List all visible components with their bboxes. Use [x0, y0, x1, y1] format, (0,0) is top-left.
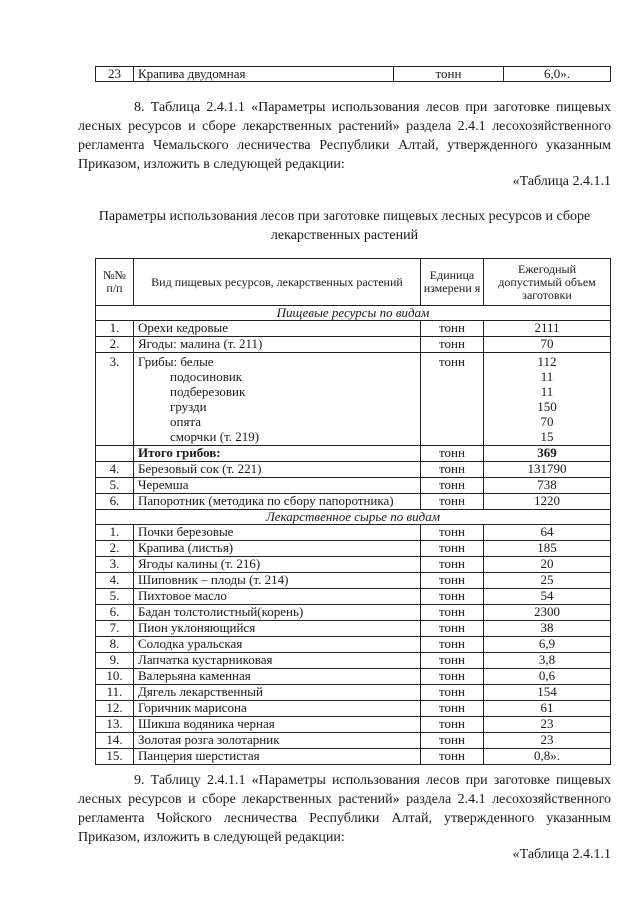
resource-name: Ягоды: малина (т. 211) [134, 337, 421, 353]
row-number: 9. [96, 653, 134, 669]
row-number: 2. [96, 541, 134, 557]
mushroom-value: 150 [537, 399, 557, 414]
resource-name: Папоротник (методика по сбору папоротника) [134, 494, 421, 510]
table-row [96, 494, 611, 510]
mushroom-value: 11 [540, 384, 554, 399]
resources-table [95, 258, 611, 765]
table-row [96, 605, 611, 621]
unit: тонн [421, 749, 484, 765]
resource-name: Крапива двудомная [134, 67, 394, 82]
value: 64 [484, 525, 611, 541]
row-number: 4. [96, 462, 134, 478]
table-row [96, 462, 611, 478]
paragraph-9 [78, 771, 611, 847]
value: 25 [484, 573, 611, 589]
resource-name: Ягоды калины (т. 216) [134, 557, 421, 573]
mushroom-values [484, 353, 611, 446]
row-number: 5. [96, 589, 134, 605]
value: 2300 [484, 605, 611, 621]
table-row [96, 733, 611, 749]
mushroom-value: 15 [540, 429, 554, 444]
value: 61 [484, 701, 611, 717]
row-number: 7. [96, 621, 134, 637]
table-tag: «Таблица 2.4.1.1 [512, 174, 611, 189]
resource-name: Дягель лекарственный [134, 685, 421, 701]
mushroom-name: опята [170, 414, 202, 429]
value: 54 [484, 589, 611, 605]
table-row [96, 337, 611, 353]
mushroom-names [134, 353, 421, 446]
table-row-total [96, 446, 611, 462]
section-med-title: Лекарственное сырье по видам [96, 510, 611, 525]
resource-name: Панцерия шерстистая [134, 749, 421, 765]
table-title: Параметры использования лесов при заготовке пищевых лесных ресурсов и сборе лекарственных растений [98, 209, 591, 243]
table-row [96, 717, 611, 733]
table-tag: «Таблица 2.4.1.1 [512, 847, 611, 862]
resource-name: Шиповник – плоды (т. 214) [134, 573, 421, 589]
table-row [96, 321, 611, 337]
unit: тонн [421, 685, 484, 701]
row-number: 8. [96, 637, 134, 653]
paragraph-text: 9. Таблицу 2.4.1.1 «Параметры использования лесов при заготовке пищевых лесных ресурсов и сборе лекарственных растений» раздела 2.4.1 лесохозяйственного регламента Чойского лесничества Республики Алтай, утвержденного указанным Приказом, изложить в следующей редакции: [78, 773, 611, 845]
previous-table-tail [95, 66, 611, 82]
mushroom-value: 112 [537, 354, 557, 369]
row-number: 12. [96, 701, 134, 717]
unit: тонн [421, 621, 484, 637]
resource-name: Бадан толстолистный(корень) [134, 605, 421, 621]
table-row [96, 67, 611, 82]
table-row [96, 685, 611, 701]
value: 0,6 [484, 669, 611, 685]
unit: тонн [421, 573, 484, 589]
header-name: Вид пищевых ресурсов, лекарственных растений [134, 259, 421, 306]
row-number: 1. [96, 525, 134, 541]
value: 38 [484, 621, 611, 637]
table-row-mushrooms [96, 353, 611, 446]
unit: тонн [421, 733, 484, 749]
unit: тонн [421, 557, 484, 573]
table-row [96, 589, 611, 605]
section-row [96, 306, 611, 321]
resource-name: Лапчатка кустарниковая [134, 653, 421, 669]
resource-name: Горичник марисона [134, 701, 421, 717]
value: 20 [484, 557, 611, 573]
unit: тонн [421, 525, 484, 541]
value: 154 [484, 685, 611, 701]
unit: тонн [421, 701, 484, 717]
table-row [96, 573, 611, 589]
resource-name: Солодка уральская [134, 637, 421, 653]
row-number: 6. [96, 605, 134, 621]
unit: тонн [421, 541, 484, 557]
unit: тонн [421, 478, 484, 494]
value: 738 [484, 478, 611, 494]
row-number: 6. [96, 494, 134, 510]
paragraph-8 [78, 98, 611, 174]
value: 6,9 [484, 637, 611, 653]
header-num: №№ п/п [96, 259, 134, 306]
row-number: 13. [96, 717, 134, 733]
table-row [96, 653, 611, 669]
resource-name: Пихтовое масло [134, 589, 421, 605]
resource-name: Почки березовые [134, 525, 421, 541]
table-row [96, 701, 611, 717]
resource-name: Черемша [134, 478, 421, 494]
table-row [96, 669, 611, 685]
section-food-title: Пищевые ресурсы по видам [96, 306, 611, 321]
unit: тонн [421, 669, 484, 685]
mushroom-name: Грибы: белые [138, 354, 214, 369]
table-row [96, 637, 611, 653]
value: 6,0». [504, 67, 611, 82]
row-number: 23 [96, 67, 134, 82]
row-number: 15. [96, 749, 134, 765]
row-number: 10. [96, 669, 134, 685]
value: 70 [484, 337, 611, 353]
mushroom-value: 11 [540, 369, 554, 384]
unit: тонн [421, 637, 484, 653]
unit: тонн [421, 494, 484, 510]
unit: тонн [421, 589, 484, 605]
resource-name: Крапива (листья) [134, 541, 421, 557]
value: 3,8 [484, 653, 611, 669]
total-value: 369 [484, 446, 611, 462]
table-row [96, 749, 611, 765]
row-number: 2. [96, 337, 134, 353]
row-number: 3. [96, 557, 134, 573]
value: 23 [484, 717, 611, 733]
resource-name: Шикша водяника черная [134, 717, 421, 733]
unit: тонн [394, 67, 504, 82]
value: 1220 [484, 494, 611, 510]
mushroom-name: подосиновик [170, 369, 243, 384]
row-number: 3. [96, 353, 134, 446]
row-number: 5. [96, 478, 134, 494]
paragraph-text: 8. Таблица 2.4.1.1 «Параметры использования лесов при заготовке пищевых лесных ресурсов и сборе лекарственных растений» раздела 2.4.1 лесохозяйственного регламента Чемальского лесничества Республики Алтай, утвержденного указанным Приказом, изложить в следующей редакции: [78, 100, 611, 172]
section-row [96, 510, 611, 525]
table-row [96, 541, 611, 557]
header-value: Ежегодный допустимый объем заготовки [484, 259, 611, 306]
mushroom-name: грузди [170, 399, 207, 414]
value: 131790 [484, 462, 611, 478]
unit: тонн [421, 321, 484, 337]
value: 185 [484, 541, 611, 557]
unit: тонн [421, 353, 484, 446]
resource-name: Золотая розга золотарник [134, 733, 421, 749]
table-row [96, 478, 611, 494]
unit: тонн [421, 717, 484, 733]
resource-name: Березовый сок (т. 221) [134, 462, 421, 478]
resource-name: Пион уклоняющийся [134, 621, 421, 637]
mushroom-name: подберезовик [170, 384, 246, 399]
table-row [96, 525, 611, 541]
unit: тонн [421, 605, 484, 621]
unit: тонн [421, 446, 484, 462]
mushroom-name: сморчки (т. 219) [170, 429, 260, 444]
unit: тонн [421, 337, 484, 353]
resource-name: Орехи кедровые [134, 321, 421, 337]
row-number: 4. [96, 573, 134, 589]
row-number: 1. [96, 321, 134, 337]
unit: тонн [421, 462, 484, 478]
resource-name: Валерьяна каменная [134, 669, 421, 685]
value: 2111 [484, 321, 611, 337]
mushroom-value: 70 [540, 414, 554, 429]
total-label: Итого грибов: [134, 446, 421, 462]
header-unit: Единица измерени я [421, 259, 484, 306]
value: 0,8». [484, 749, 611, 765]
row-number [96, 446, 134, 462]
table-row [96, 621, 611, 637]
row-number: 14. [96, 733, 134, 749]
table-header [96, 259, 611, 306]
unit: тонн [421, 653, 484, 669]
value: 23 [484, 733, 611, 749]
row-number: 11. [96, 685, 134, 701]
table-row [96, 557, 611, 573]
